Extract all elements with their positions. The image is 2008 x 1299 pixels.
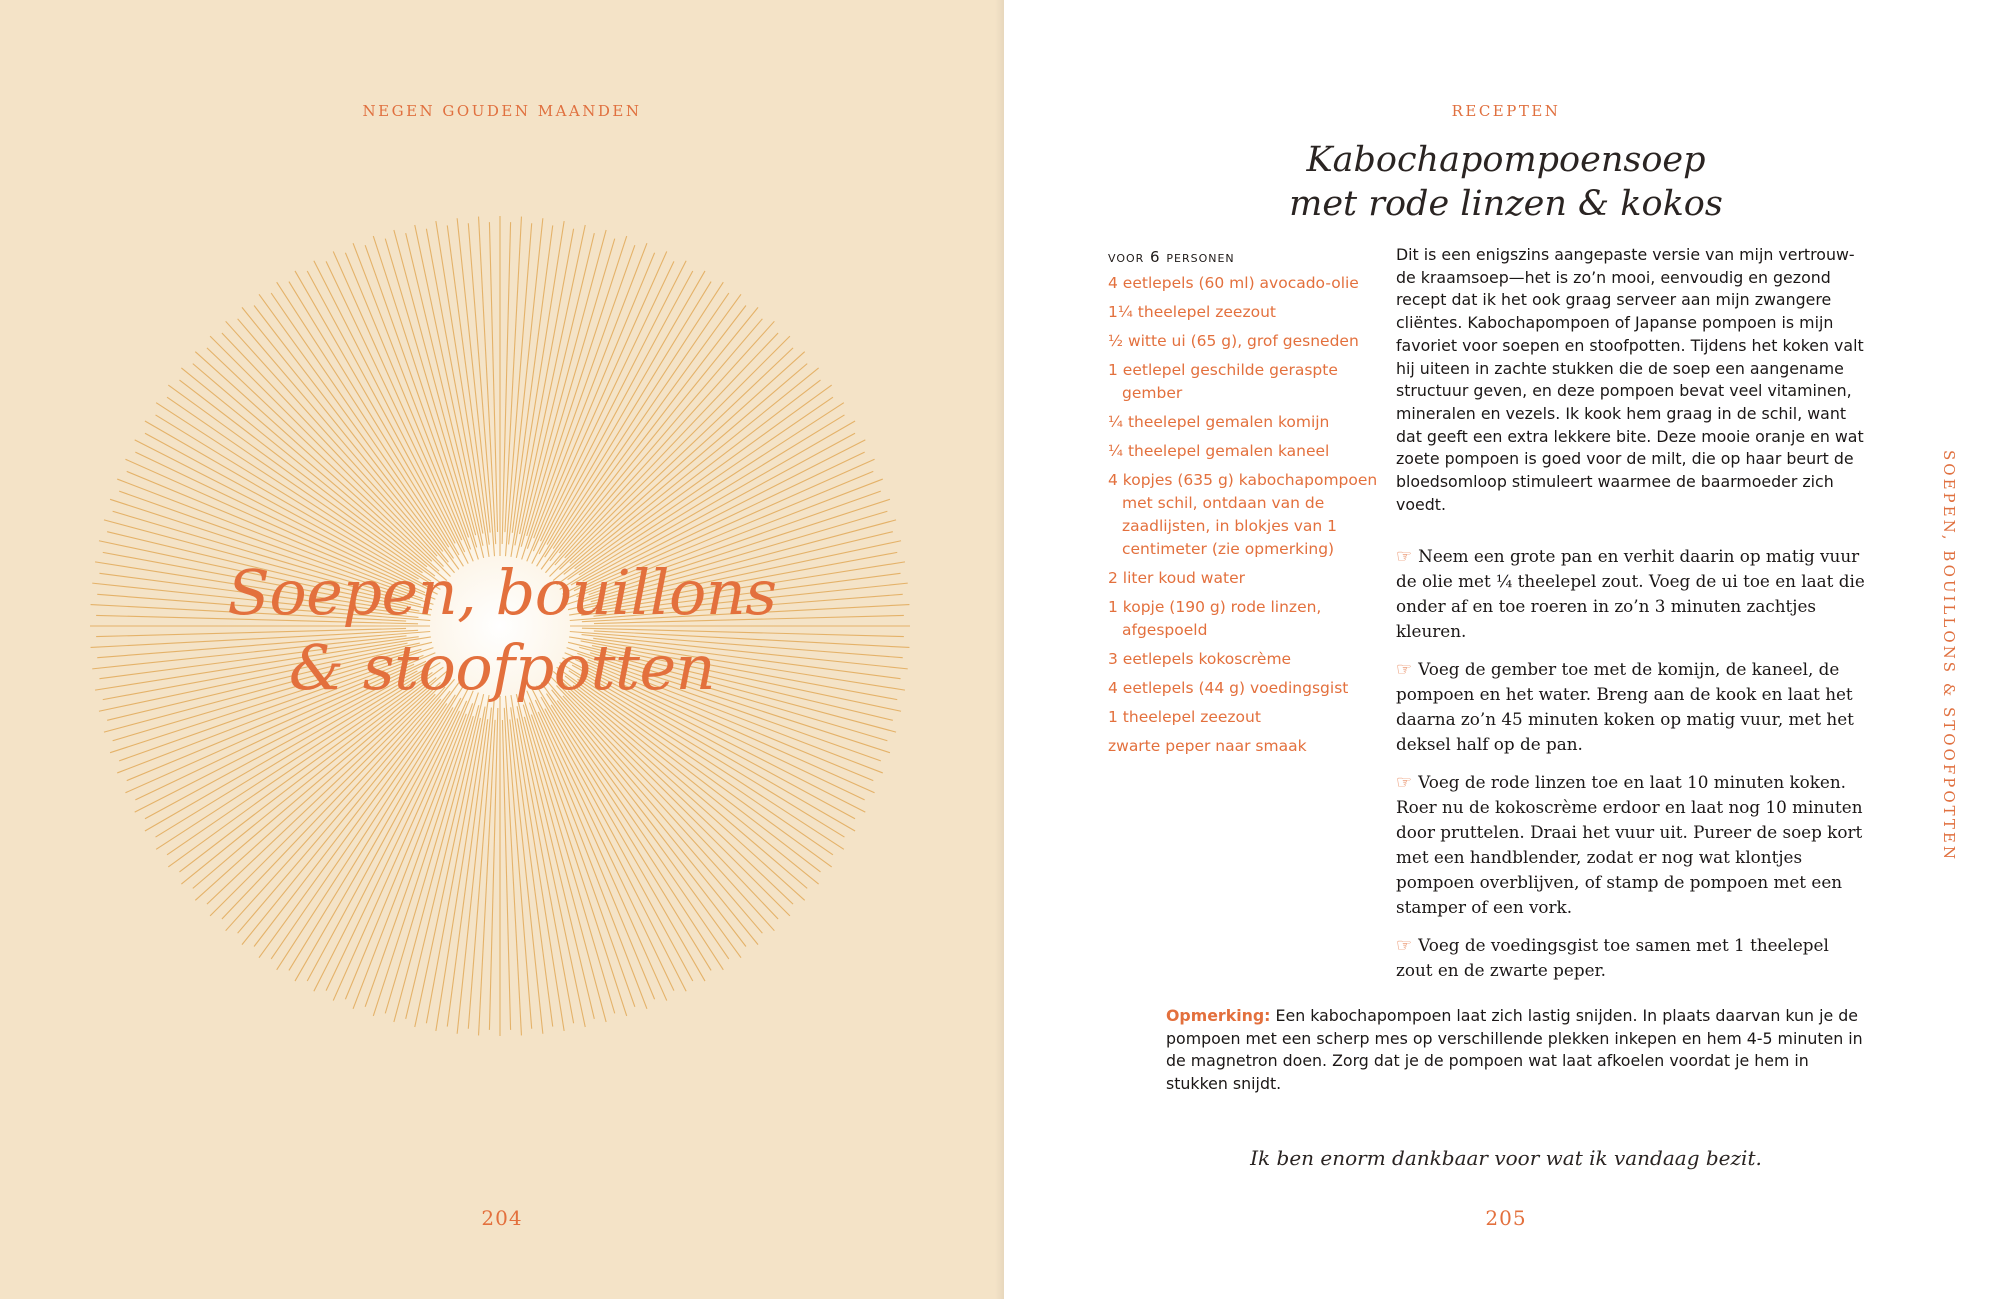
page-number: 205 — [1485, 1206, 1527, 1230]
ingredient-item: 1 kopje (190 g) rode linzen, afgespoeld — [1108, 598, 1322, 639]
ingredient-item: ½ witte ui (65 g), grof gesneden — [1108, 332, 1359, 350]
ingredient-item: 1 eetlepel geschilde geraspte gember — [1108, 361, 1338, 402]
recipe-step — [1396, 933, 1866, 983]
step-text: Voeg de gember toe met de komijn, de kaneel, de pompoen en het water. Breng aan de kook en laat het daarna zo’n 45 minuten koken op matig vuur, met het deksel half op de pan. — [1396, 659, 1854, 754]
section-title-line: & stoofpotten — [288, 631, 716, 704]
ingredient-item: zwarte peper naar smaak — [1108, 737, 1307, 755]
recipe-note — [1166, 1005, 1866, 1096]
chapter-side-tab: SOEPEN, BOUILLONS & STOOFPOTTEN — [1940, 450, 1958, 862]
ingredient-item: 1¼ theelepel zeezout — [1108, 303, 1276, 321]
page-number: 204 — [481, 1206, 523, 1230]
ingredient-item: ¼ theelepel gemalen kaneel — [1108, 442, 1330, 460]
recipe-steps — [1396, 544, 1866, 996]
pointing-hand-icon: ☞ — [1396, 546, 1413, 567]
step-text: Voeg de voedingsgist toe samen met 1 theelepel zout en de zwarte peper. — [1396, 935, 1829, 980]
pointing-hand-icon: ☞ — [1396, 935, 1413, 956]
section-title-line: Soepen, bouillons — [227, 556, 777, 629]
recipe-title-line: Kabochapompoensoep — [1306, 140, 1706, 180]
section-title — [0, 555, 1004, 705]
recipe-step — [1396, 657, 1866, 757]
ingredient-item: 3 eetlepels kokoscrème — [1108, 650, 1292, 668]
recipe-title — [1004, 138, 2008, 226]
ingredient-item: 2 liter koud water — [1108, 569, 1245, 587]
running-head: RECEPTEN — [1451, 102, 1561, 120]
ingredient-item: 4 eetlepels (44 g) voedingsgist — [1108, 679, 1349, 697]
ingredient-item: 4 eetlepels (60 ml) avocado-olie — [1108, 274, 1359, 292]
recipe-step — [1396, 770, 1866, 920]
affirmation: Ik ben enorm dankbaar voor wat ik vandaag bezit. — [1250, 1146, 1762, 1170]
pointing-hand-icon: ☞ — [1396, 659, 1413, 680]
ingredients-column — [1108, 246, 1383, 764]
note-label: Opmerking: — [1166, 1006, 1271, 1025]
ingredient-item: 4 kopjes (635 g) kabochapompoen met schil, ontdaan van de zaadlijsten, in blokjes van 1 centimeter (zie opmerking) — [1108, 471, 1378, 558]
ingredient-item: 1 theelepel zeezout — [1108, 708, 1261, 726]
note-text: Een kabochapompoen laat zich lastig snijden. In plaats daarvan kun je de pompoen met een scherp mes op verschillende plekken inkepen en hem 4-5 minuten in de magnetron doen. Zorg dat je de pompoen wat laat afkoelen voordat je hem in stukken snijdt. — [1166, 1006, 1863, 1094]
step-text: Neem een grote pan en verhit daarin op matig vuur de olie met ¼ theelepel zout. Voeg de ui toe en laat die onder af en toe roeren in zo’n 3 minuten zachtjes kleuren. — [1396, 546, 1865, 641]
step-text: Voeg de rode linzen toe en laat 10 minuten koken. Roer nu de kokoscrème erdoor en laat nog 10 minuten door pruttelen. Draai het vuur uit. Pureer de soep kort met een handblender, zodat er nog wat klontjes pompoen overblijven, of stamp de pompoen met een stamper of een vork. — [1396, 772, 1863, 917]
ingredient-list — [1108, 272, 1383, 758]
recipe-step — [1396, 544, 1866, 644]
serves-label: voor 6 personen — [1108, 248, 1235, 266]
running-head: NEGEN GOUDEN MAANDEN — [362, 102, 642, 120]
ingredient-item: ¼ theelepel gemalen komijn — [1108, 413, 1330, 431]
pointing-hand-icon: ☞ — [1396, 772, 1413, 793]
recipe-intro: Dit is een enigszins aangepaste versie van mijn vertrouwde kraamsoep—het is zo’n mooi, eenvoudig en gezond recept dat ik het ook graag serveer aan mijn zwangere cliëntes. Kabochapompoen of Japanse pompoen is mijn favoriet voor soepen en stoofpotten. Tijdens het koken valt hij uiteen in zachte stukken die de soep een aangename structuur geven, en deze pompoen bevat veel vitaminen, mineralen en vezels. Ik kook hem graag in de schil, want dat geeft een extra lekkere bite. Deze mooie oranje en wat zoete pompoen is goed voor de milt, die op haar beurt de bloedsomloop stimuleert waarmee de baarmoeder zich voedt. — [1396, 245, 1864, 514]
recipe-title-line: met rode linzen & kokos — [1289, 184, 1723, 224]
